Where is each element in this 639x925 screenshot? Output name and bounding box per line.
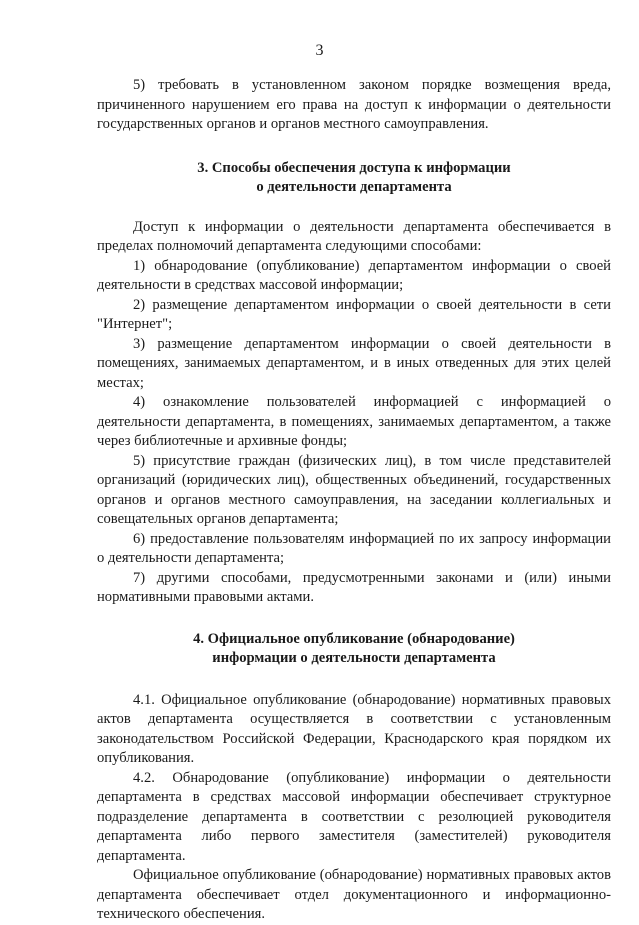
page-number: 3 [315,42,324,59]
intro-list-item: 5) требовать в установленном законом порядке возмещения вреда, причиненного нарушением его права на доступ к информации о деятельности государственных органов и органов местного самоуправления. [97,77,611,132]
section-4-title-line-1: 4. Официальное опубликование (обнародование) [193,630,515,647]
list-item: 1) обнародование (опубликование) департаментом информации о своей деятельности в средствах массовой информации; [97,257,611,293]
list-item: 7) другими способами, предусмотренными законами и (или) иными нормативными правовыми актами. [97,569,611,605]
section-4-paragraph: Официальное опубликование (обнародование) нормативных правовых актов департамента обеспечивает отдел документационного и информационно-технического обеспечения. [97,867,611,922]
section-3-title-line-2: о деятельности департамента [256,179,452,195]
list-item: 6) предоставление пользователям информацией по их запросу информации о деятельности департамента; [97,530,611,566]
section-4-heading [97,630,611,669]
section-3-lead: Доступ к информации о деятельности департамента обеспечивается в пределах полномочий департамента следующими способами: [97,218,611,254]
section-4-paragraph: 4.1. Официальное опубликование (обнародование) нормативных правовых актов департамента осуществляется в соответствии с установленным законодательством Российской Федерации, Краснодарского края порядком их опубликования. [97,691,611,766]
section-3-heading [97,159,611,198]
list-item: 2) размещение департаментом информации о своей деятельности в сети "Интернет"; [97,296,611,332]
section-4-paragraph: 4.2. Обнародование (опубликование) информации о деятельности департамента в средствах массовой информации обеспечивает структурное подразделение департамента в соответствии с резолюцией руководителя департамента либо первого заместителя (заместителей) руководителя департамента. [97,769,611,864]
list-item: 4) ознакомление пользователей информацией с информацией о деятельности департамента, в помещениях, занимаемых департаментом, а также через библиотечные и архивные фонды; [97,394,611,449]
list-item: 3) размещение департаментом информации о своей деятельности в помещениях, занимаемых департаментом, и в иных отведенных для этих целей местах; [97,335,611,391]
section-4-title-line-2: информации о деятельности департамента [212,650,496,666]
page-content [97,76,611,925]
section-3-title-line-1: 3. Способы обеспечения доступа к информации [197,159,511,176]
list-item: 5) присутствие граждан (физических лиц), в том числе представителей организаций (юридических лиц), общественных объединений, государственных органов и органов местного самоуправления, на заседании коллегиальных и совещательных органов департамента; [97,452,611,527]
